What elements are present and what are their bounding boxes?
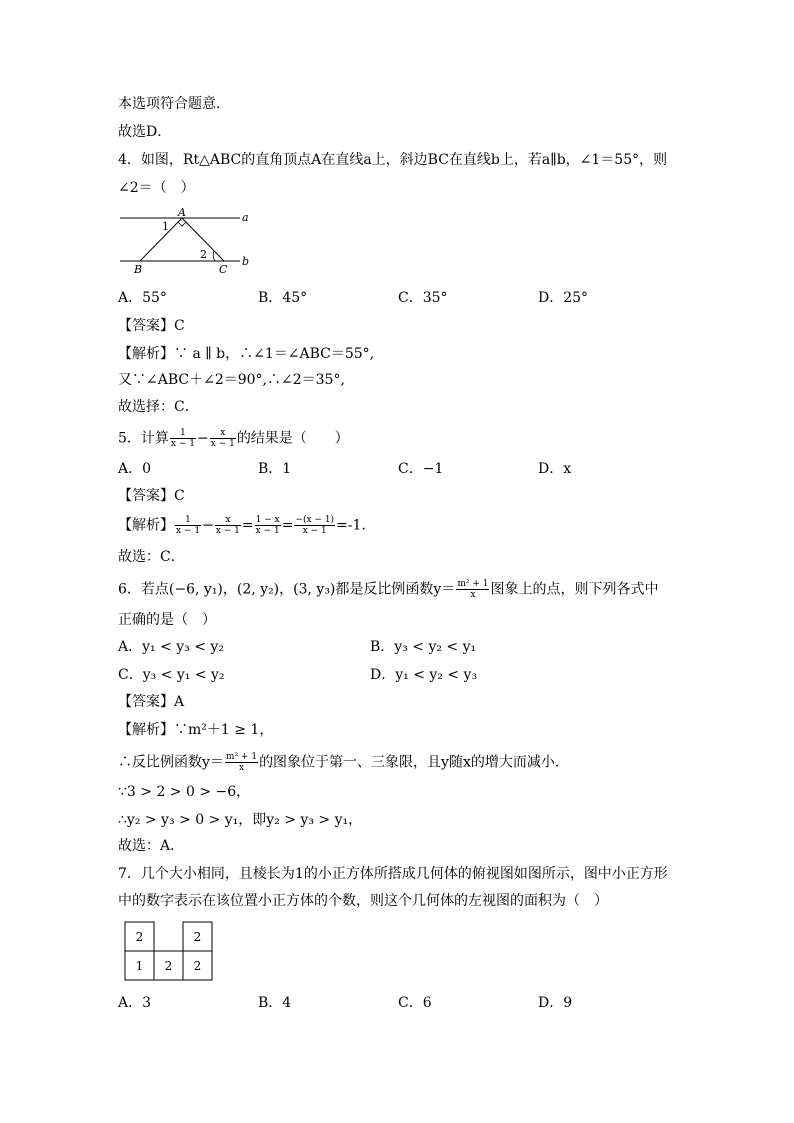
question-6-stem-cont: 正确的是（ ）: [118, 612, 216, 628]
q4-option-d: D．25°: [538, 290, 589, 306]
grid-cell-value: 1: [135, 959, 144, 973]
point-b-label: B: [134, 263, 143, 276]
q5-option-a: A．0: [118, 461, 152, 477]
q5-option-d: D．x: [538, 461, 572, 477]
fraction: $\frac{\text{m² + 1}}{x}$: [225, 752, 258, 773]
fraction: $\frac{1}{x - 1}$: [170, 428, 195, 449]
q6-explanation: 故选：A．: [118, 838, 185, 854]
q6-explanation: ∵3 > 2 > 0 > −6，: [118, 784, 251, 800]
fraction: $\frac{x}{x - 1}$: [215, 515, 240, 536]
q7-option-b: B．4: [258, 995, 292, 1011]
q7-top-view-grid: [124, 921, 216, 981]
q4-option-b: B．45°: [258, 290, 308, 306]
q5-option-c: C．−1: [398, 461, 444, 477]
q6-answer: 【答案】A: [118, 694, 185, 710]
question-6-stem: 6．若点(−6, y₁)，(2, y₂)，(3, y₃)都是反比例函数y＝ $\frac{\text{m² + 1}}{x}$ 图象上的点，则下列各式中: [118, 579, 659, 600]
grid-cell-value: 2: [135, 930, 144, 944]
q6-option-a: A．y₁ < y₃ < y₂: [118, 639, 224, 655]
q7-option-a: A．3: [118, 995, 152, 1011]
q6-explanation: ∴y₂ > y₃ > 0 > y₁，即y₂ > y₃ > y₁，: [118, 812, 363, 828]
question-4-stem: 4．如图，Rt△ABC的直角顶点A在直线a上，斜边BC在直线b上，若a∥b，∠1＝55°，则: [118, 152, 668, 168]
line-a-label: a: [242, 211, 249, 224]
question-5-stem: 5．计算 $\frac{1}{x - 1}$ − $\frac{x}{x - 1}$ 的结果是（ ）: [118, 428, 349, 449]
q5-explanation: 故选：C．: [118, 549, 185, 565]
q5-answer: 【答案】C: [118, 488, 185, 504]
q6-option-d: D．y₁ < y₂ < y₃: [370, 667, 478, 683]
question-4-stem-cont: ∠2＝（ ）: [118, 180, 195, 196]
grid-cell-value: 2: [164, 959, 173, 973]
angle-1-label: 1: [162, 220, 169, 233]
q4-triangle-figure: [118, 205, 263, 277]
angle-2-label: 2: [200, 248, 207, 261]
q6-explanation: ∴反比例函数y＝ $\frac{\text{m² + 1}}{x}$ 的图象位于第一、三象限，且y随x的增大而减小．: [118, 752, 569, 773]
fraction: $\frac{x}{x - 1}$: [210, 428, 235, 449]
point-a-label: A: [178, 206, 186, 219]
q4-answer: 【答案】C: [118, 318, 185, 334]
q7-option-c: C．6: [398, 995, 432, 1011]
grid-cell-value: 2: [193, 930, 202, 944]
q7-option-d: D．9: [538, 995, 573, 1011]
text-line: 故选D．: [118, 124, 172, 140]
q4-explanation: 又∵∠ABC＋∠2＝90°,∴∠2＝35°,: [118, 372, 345, 388]
q4-option-c: C．35°: [398, 290, 448, 306]
fraction: $\frac{1}{x - 1}$: [176, 515, 201, 536]
q5-option-b: B．1: [258, 461, 292, 477]
fraction: $\frac{-(x - 1)}{x - 1}$: [295, 515, 335, 536]
fraction: $\frac{1 - x}{x - 1}$: [255, 515, 280, 536]
q5-explanation: 【解析】 $\frac{1}{x - 1}$ − $\frac{x}{x - 1}$ = $\frac{1 - x}{x - 1}$ = $\frac{-(x - 1)}{x - 1}$ =-1．: [118, 515, 376, 536]
q4-explanation: 【解析】∵ a ∥ b，∴∠1＝∠ABC＝55°,: [118, 346, 375, 362]
point-c-label: C: [219, 263, 228, 276]
q6-explanation: 【解析】∵m²＋1 ≥ 1，: [118, 722, 274, 738]
q4-explanation: 故选择：C．: [118, 399, 199, 415]
line-b-label: b: [242, 255, 250, 268]
fraction: $\frac{\text{m² + 1}}{x}$: [457, 579, 489, 600]
question-7-stem-cont: 中的数字表示在该位置小正方体的个数，则这个几何体的左视图的面积为（ ）: [118, 893, 608, 909]
q6-option-c: C．y₃ < y₁ < y₂: [118, 667, 225, 683]
q6-option-b: B．y₃ < y₂ < y₁: [370, 639, 477, 655]
q4-option-a: A．55°: [118, 290, 167, 306]
grid-cell-value: 2: [193, 959, 202, 973]
text-line: 本选项符合题意．: [118, 96, 230, 112]
question-7-stem: 7．几个大小相同，且棱长为1的小正方体所搭成几何体的俯视图如图所示，图中小正方形: [118, 866, 668, 882]
